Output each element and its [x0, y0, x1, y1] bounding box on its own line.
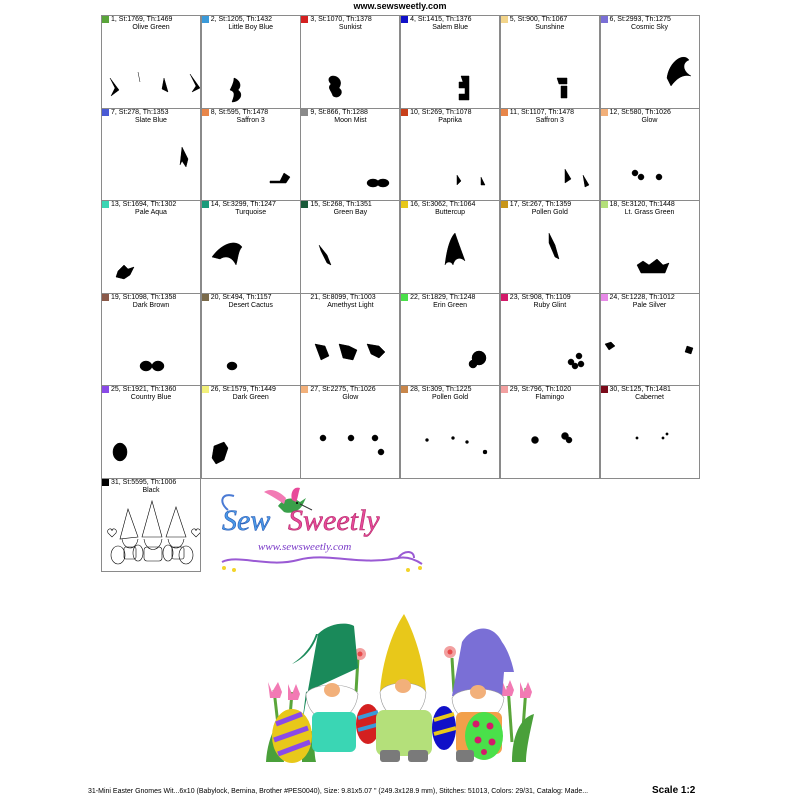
color-cell [101, 15, 201, 109]
color-cell [400, 200, 500, 294]
color-stats: 13, St:1694, Th:1302 [111, 201, 177, 209]
color-cell [600, 15, 700, 109]
color-thumbnail [102, 16, 201, 109]
color-stats: 27, St:2275, Th:1026 [310, 386, 376, 394]
color-name: Saffron 3 [535, 116, 564, 124]
color-stats: 11, St:1107, Th:1478 [509, 108, 575, 116]
color-stats: 5, St:900, Th:1067 [509, 16, 568, 23]
color-stats: 19, St:1098, Th:1358 [111, 293, 177, 301]
color-name: Slate Blue [135, 116, 167, 124]
color-cell [500, 293, 600, 387]
color-cell [400, 108, 500, 202]
color-name: Pale Silver [632, 301, 667, 309]
color-grid [101, 15, 699, 494]
footer-info: 31-Mini Easter Gnomes Wit...6x10 (Babylock, Bernina, Brother #PES0040), Size: 9.81x5.07 " (249.3x128.9 mm), Stitches: 51013, Colors: 29/31, Catalog: Made... [88, 788, 589, 795]
color-thumbnail [501, 294, 600, 387]
color-stats: 9, St:866, Th:1288 [310, 108, 368, 116]
color-thumbnail [601, 201, 700, 294]
color-cell [600, 385, 700, 479]
color-stats: 3, St:1070, Th:1378 [310, 16, 372, 23]
color-thumbnail [301, 386, 400, 479]
color-cell [500, 15, 600, 109]
color-name: Moon Mist [334, 116, 367, 124]
color-cell [201, 15, 301, 109]
color-thumbnail [301, 16, 400, 109]
color-thumbnail [401, 294, 500, 387]
color-thumbnail [601, 16, 700, 109]
color-stats: 16, St:3062, Th:1064 [410, 201, 476, 209]
color-name: Amethyst Light [327, 301, 374, 309]
color-thumbnail [401, 109, 500, 202]
color-name: Dark Green [232, 394, 269, 402]
color-name: Sunkist [338, 24, 362, 31]
color-cell [101, 200, 201, 294]
color-thumbnail [102, 109, 201, 202]
color-name: Pale Aqua [135, 209, 167, 217]
color-stats: 28, St:309, Th:1225 [410, 386, 472, 394]
color-thumbnail [301, 201, 400, 294]
color-stats: 7, St:278, Th:1353 [111, 108, 169, 116]
color-thumbnail [401, 386, 500, 479]
color-stats: 15, St:268, Th:1351 [310, 201, 372, 209]
color-name: Flamingo [535, 394, 565, 402]
color-name: Glow [342, 394, 359, 402]
color-thumbnail [501, 16, 600, 109]
color-stats: 25, St:1921, Th:1360 [111, 386, 177, 394]
color-stats: 26, St:1579, Th:1449 [210, 386, 276, 394]
color-stats: 21, St:8099, Th:1003 [310, 293, 376, 301]
header-url[interactable]: www.sewsweetly.com [353, 1, 447, 11]
color-cell [400, 385, 500, 479]
color-cell [600, 200, 700, 294]
color-cell [600, 108, 700, 202]
color-stats: 18, St:3120, Th:1448 [609, 201, 675, 209]
color-thumbnail [501, 201, 600, 294]
color-stats: 6, St:2993, Th:1275 [609, 16, 671, 23]
color-name: Green Bay [333, 209, 368, 217]
color-cell [500, 200, 600, 294]
color-name: Pollen Gold [431, 394, 469, 402]
color-stats: 20, St:494, Th:1157 [210, 293, 272, 301]
color-cell [400, 15, 500, 109]
color-stats: 8, St:595, Th:1478 [210, 108, 269, 116]
color-thumbnail [102, 294, 201, 387]
color-cell [600, 293, 700, 387]
color-name: Salem Blue [432, 24, 468, 31]
color-name: Erin Green [433, 301, 468, 309]
color-name: Little Boy Blue [228, 24, 274, 31]
color-stats: 22, St:1829, Th:1248 [410, 293, 476, 301]
full-design-outline [102, 479, 201, 572]
color-thumbnail [202, 201, 301, 294]
color-stats: 23, St:908, Th:1109 [509, 293, 571, 301]
color-stats: 17, St:267, Th:1359 [509, 201, 572, 209]
color-thumbnail [102, 386, 201, 479]
color-name: Saffron 3 [236, 116, 265, 124]
color-thumbnail [601, 294, 700, 387]
color-name: Glow [641, 116, 658, 124]
color-thumbnail [601, 386, 700, 479]
color-cell [101, 293, 201, 387]
color-name: Paprika [438, 116, 462, 124]
color-cell [201, 108, 301, 202]
color-thumbnail [202, 16, 301, 109]
color-name: Pollen Gold [531, 209, 568, 217]
color-name: Buttercup [435, 209, 466, 217]
color-stats: 1, St:1769, Th:1469 [111, 16, 173, 23]
color-stats: 2, St:1205, Th:1432 [210, 16, 273, 23]
color-cell [300, 108, 400, 202]
color-thumbnail [202, 294, 301, 387]
color-cell [300, 293, 400, 387]
logo-brand-part2: Sweetly [288, 504, 380, 537]
color-cell [300, 385, 400, 479]
logo-url: www.sewsweetly.com [258, 541, 352, 553]
color-thumbnail [501, 109, 600, 202]
color-stats: 31, St:5595, Th:1006 [111, 479, 177, 486]
color-stats: 24, St:1228, Th:1012 [609, 293, 675, 301]
color-stats: 12, St:580, Th:1026 [609, 108, 671, 116]
color-stats: 14, St:3299, Th:1247 [210, 201, 276, 209]
color-thumbnail [401, 16, 500, 109]
color-name: Lt. Grass Green [624, 209, 675, 217]
color-cell [500, 108, 600, 202]
color-thumbnail [601, 109, 700, 202]
color-name: Cabernet [635, 394, 664, 402]
color-cell [300, 200, 400, 294]
color-thumbnail [202, 386, 301, 479]
color-thumbnail [401, 201, 500, 294]
logo-brand-part1: Sew [222, 504, 271, 537]
color-cell [101, 385, 201, 479]
color-cell [101, 108, 201, 202]
color-name: Desert Cactus [228, 301, 273, 309]
scale-label: Scale 1:2 [652, 785, 696, 796]
color-stats: 10, St:269, Th:1078 [410, 108, 472, 116]
color-cell [201, 385, 301, 479]
color-stats: 4, St:1415, Th:1376 [410, 16, 472, 23]
color-thumbnail [501, 386, 600, 479]
main-design-preview [262, 612, 538, 764]
color-name: Turquoise [235, 209, 267, 217]
color-cell [201, 293, 301, 387]
sewsweetly-logo [208, 484, 430, 574]
color-thumbnail [301, 294, 400, 387]
color-name: Black [142, 487, 160, 494]
color-name: Ruby Glint [533, 301, 567, 309]
color-cell [101, 478, 201, 572]
color-cell [500, 385, 600, 479]
color-name: Cosmic Sky [631, 24, 668, 31]
color-name: Country Blue [130, 394, 172, 402]
color-cell [400, 293, 500, 387]
color-thumbnail [202, 109, 301, 202]
color-cell [300, 15, 400, 109]
color-name: Olive Green [132, 24, 170, 31]
color-stats: 30, St:125, Th:1481 [609, 386, 671, 394]
color-thumbnail [102, 201, 201, 294]
color-cell [201, 200, 301, 294]
color-thumbnail [301, 109, 400, 202]
color-name: Dark Brown [132, 301, 170, 309]
color-name: Sunshine [535, 24, 565, 31]
color-stats: 29, St:796, Th:1020 [509, 386, 572, 394]
